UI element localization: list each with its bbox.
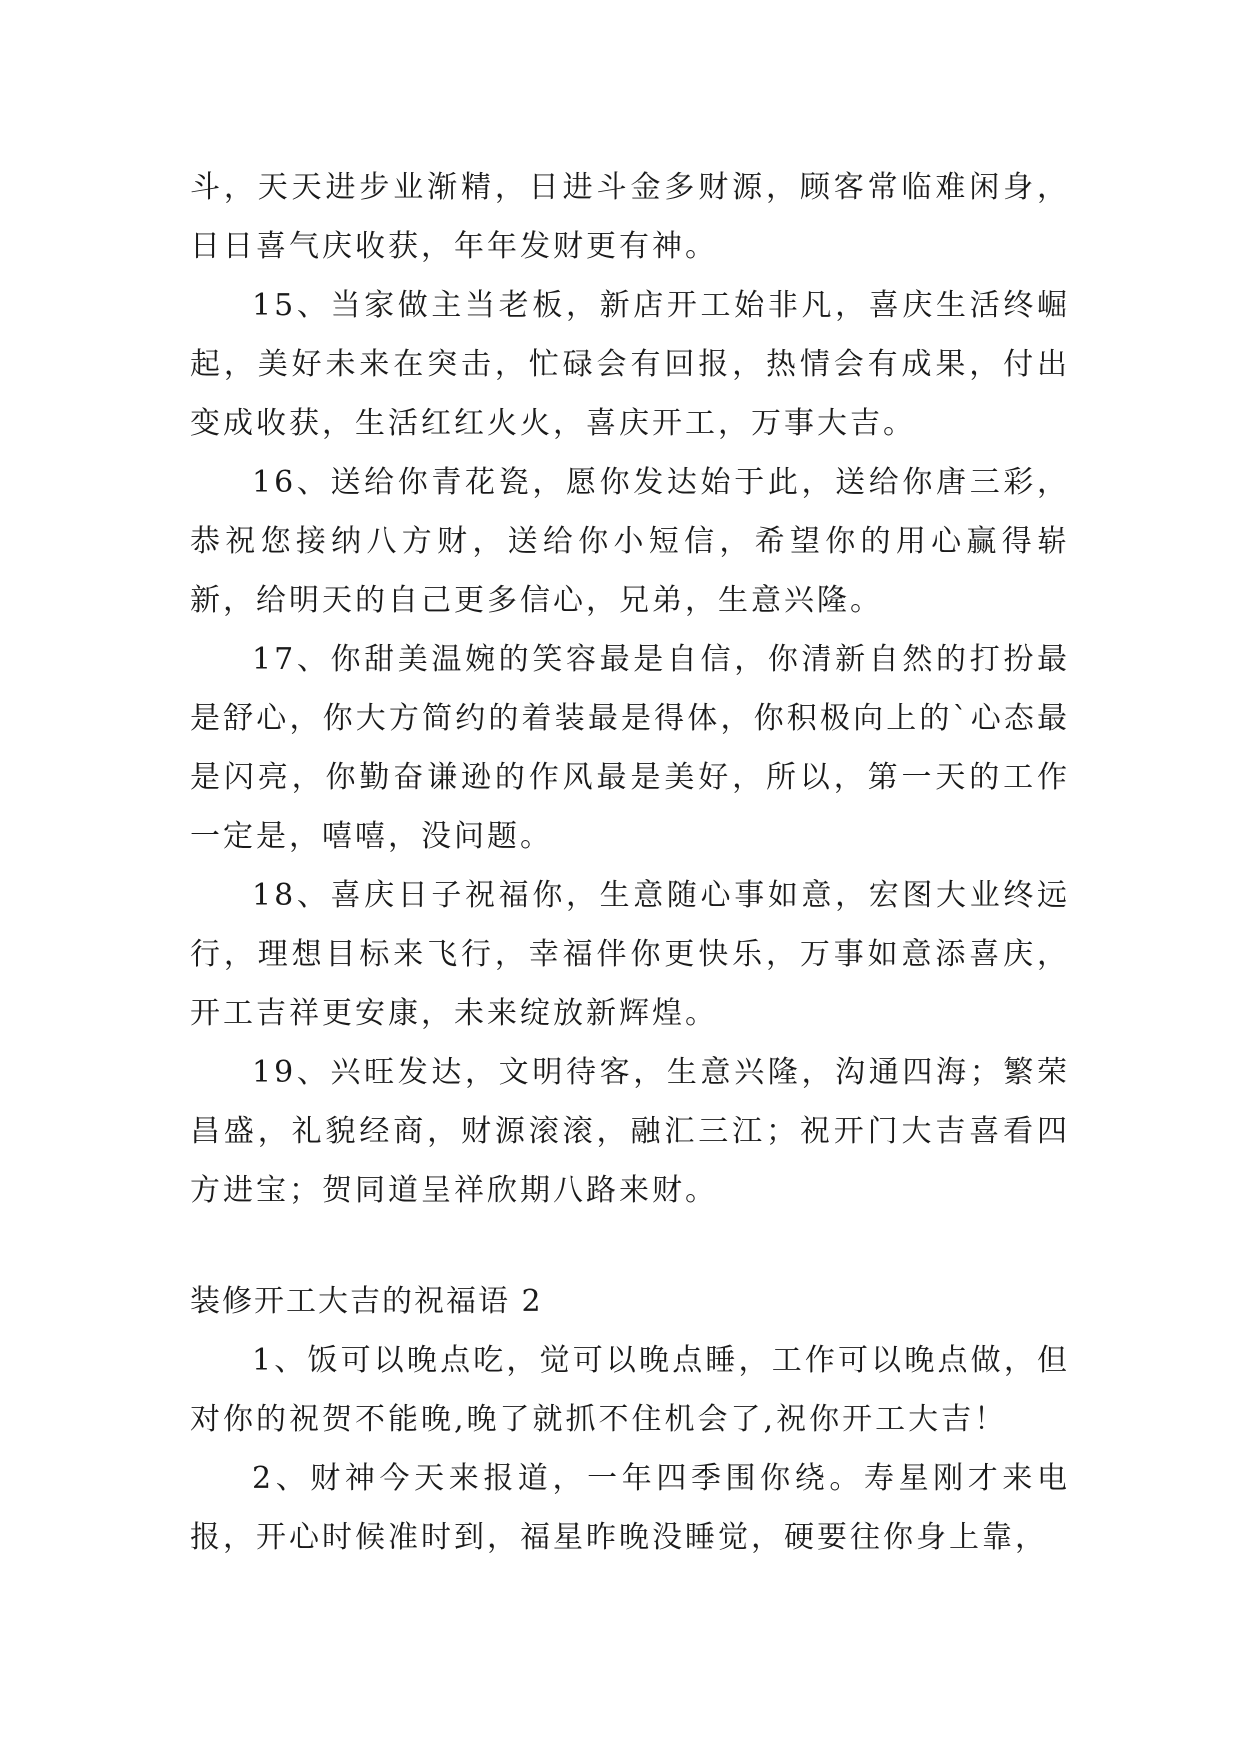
section-heading: 装修开工大吉的祝福语 2 (190, 1284, 543, 1319)
continuation-paragraph: 斗，天天进步业渐精，日进斗金多财源，顾客常临难闲身，日日喜气庆收获，年年发财更有神。 (190, 170, 1070, 264)
wish-item-18: 18、喜庆日子祝福你，生意随心事如意，宏图大业终远行，理想目标来飞行，幸福伴你更快乐，万事如意添喜庆，开工吉祥更安康，未来绽放新辉煌。 (190, 878, 1070, 1031)
wish-item-17: 17、你甜美温婉的笑容最是自信，你清新自然的打扮最是舒心，你大方简约的着装最是得体，你积极向上的`心态最是闪亮，你勤奋谦逊的作风最是美好，所以，第一天的工作一定是，嘻嘻，没问题。 (190, 642, 1070, 854)
wish-item-1: 1、饭可以晚点吃，觉可以晚点睡，工作可以晚点做，但对你的祝贺不能晚,晚了就抓不住机会了,祝你开工大吉！ (190, 1343, 1070, 1437)
wish-item-16: 16、送给你青花瓷，愿你发达始于此，送给你唐三彩，恭祝您接纳八方财，送给你小短信，希望你的用心赢得崭新，给明天的自己更多信心，兄弟，生意兴隆。 (190, 465, 1070, 618)
document-body (190, 158, 1070, 1567)
wish-item-15: 15、当家做主当老板，新店开工始非凡，喜庆生活终崛起，美好未来在突击，忙碌会有回报，热情会有成果，付出变成收获，生活红红火火，喜庆开工，万事大吉。 (190, 288, 1070, 441)
wish-item-19: 19、兴旺发达，文明待客，生意兴隆，沟通四海；繁荣昌盛，礼貌经商，财源滚滚，融汇三江；祝开门大吉喜看四方进宝；贺同道呈祥欣期八路来财。 (190, 1055, 1070, 1208)
wish-item-2: 2、财神今天来报道，一年四季围你绕。寿星刚才来电报，开心时候准时到，福星昨晚没睡觉，硬要往你身上靠， (190, 1461, 1070, 1555)
